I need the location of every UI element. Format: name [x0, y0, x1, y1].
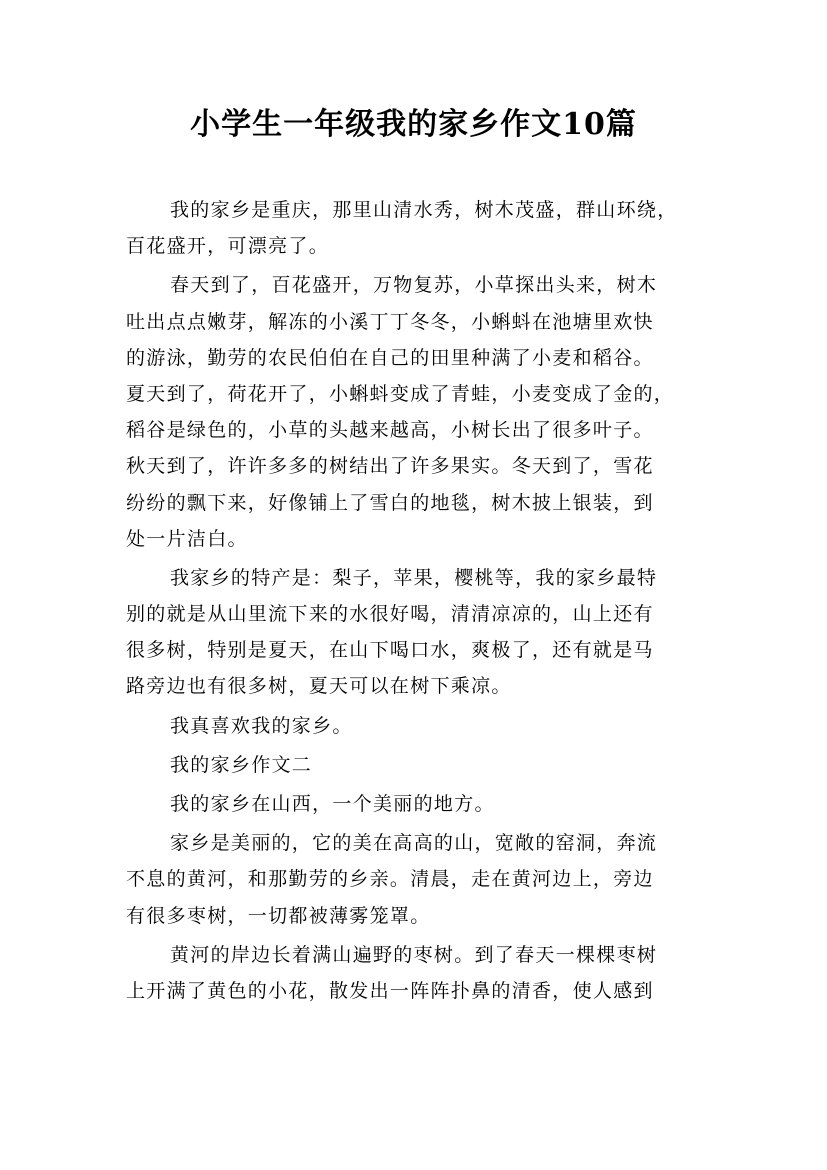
text-line: 稻谷是绿色的，小草的头越来越高，小树长出了很多叶子。: [126, 419, 654, 442]
text-line: 我家乡的特产是：梨子，苹果，樱桃等，我的家乡最特: [170, 566, 658, 589]
text-line: 上开满了黄色的小花，散发出一阵阵扑鼻的清香，使人感到: [126, 979, 654, 1002]
text-line: 别的就是从山里流下来的水很好喝，清清凉凉的，山上还有: [126, 603, 654, 626]
text-line: 不息的黄河，和那勤劳的乡亲。清晨，走在黄河边上，旁边: [126, 868, 654, 891]
text-line: 黄河的岸边长着满山遍野的枣树。到了春天一棵棵枣树: [170, 943, 658, 966]
text-line: 处一片洁白。: [126, 527, 248, 550]
text-line: 很多树，特别是夏天，在山下喝口水，爽极了，还有就是马: [126, 639, 654, 662]
text-line: 我的家乡是重庆，那里山清水秀，树木茂盛，群山环绕，: [170, 199, 678, 221]
text-line: 路旁边也有很多树，夏天可以在树下乘凉。: [126, 675, 512, 698]
text-line: 吐出点点嫩芽，解冻的小溪丁丁冬冬，小蝌蚪在池塘里欢快: [126, 310, 654, 333]
text-line: 夏天到了，荷花开了，小蝌蚪变成了青蛙，小麦变成了金的，: [126, 382, 675, 405]
document-body: [126, 192, 706, 1009]
text-line: 有很多枣树，一切都被薄雾笼罩。: [126, 904, 431, 927]
text-line: 春天到了，百花盛开，万物复苏，小草探出头来，树木: [170, 274, 658, 297]
text-line: 我的家乡作文二: [170, 753, 313, 776]
text-line: 我的家乡在山西，一个美丽的地方。: [170, 793, 495, 815]
text-line: 的游泳，勤劳的农民伯伯在自己的田里种满了小麦和稻谷。: [126, 346, 654, 369]
text-line: 我真喜欢我的家乡。: [170, 714, 353, 737]
text-line: 家乡是美丽的，它的美在高高的山，宽敞的窑洞，奔流: [170, 832, 658, 855]
text-line: 纷纷的飘下来，好像铺上了雪白的地毯，树木披上银装，到: [126, 491, 654, 514]
text-line: 秋天到了，许许多多的树结出了许多果实。冬天到了，雪花: [126, 455, 654, 478]
text-line: 百花盛开，可漂亮了。: [126, 235, 330, 258]
document-title: 小学生一年级我的家乡作文10篇: [190, 107, 637, 142]
